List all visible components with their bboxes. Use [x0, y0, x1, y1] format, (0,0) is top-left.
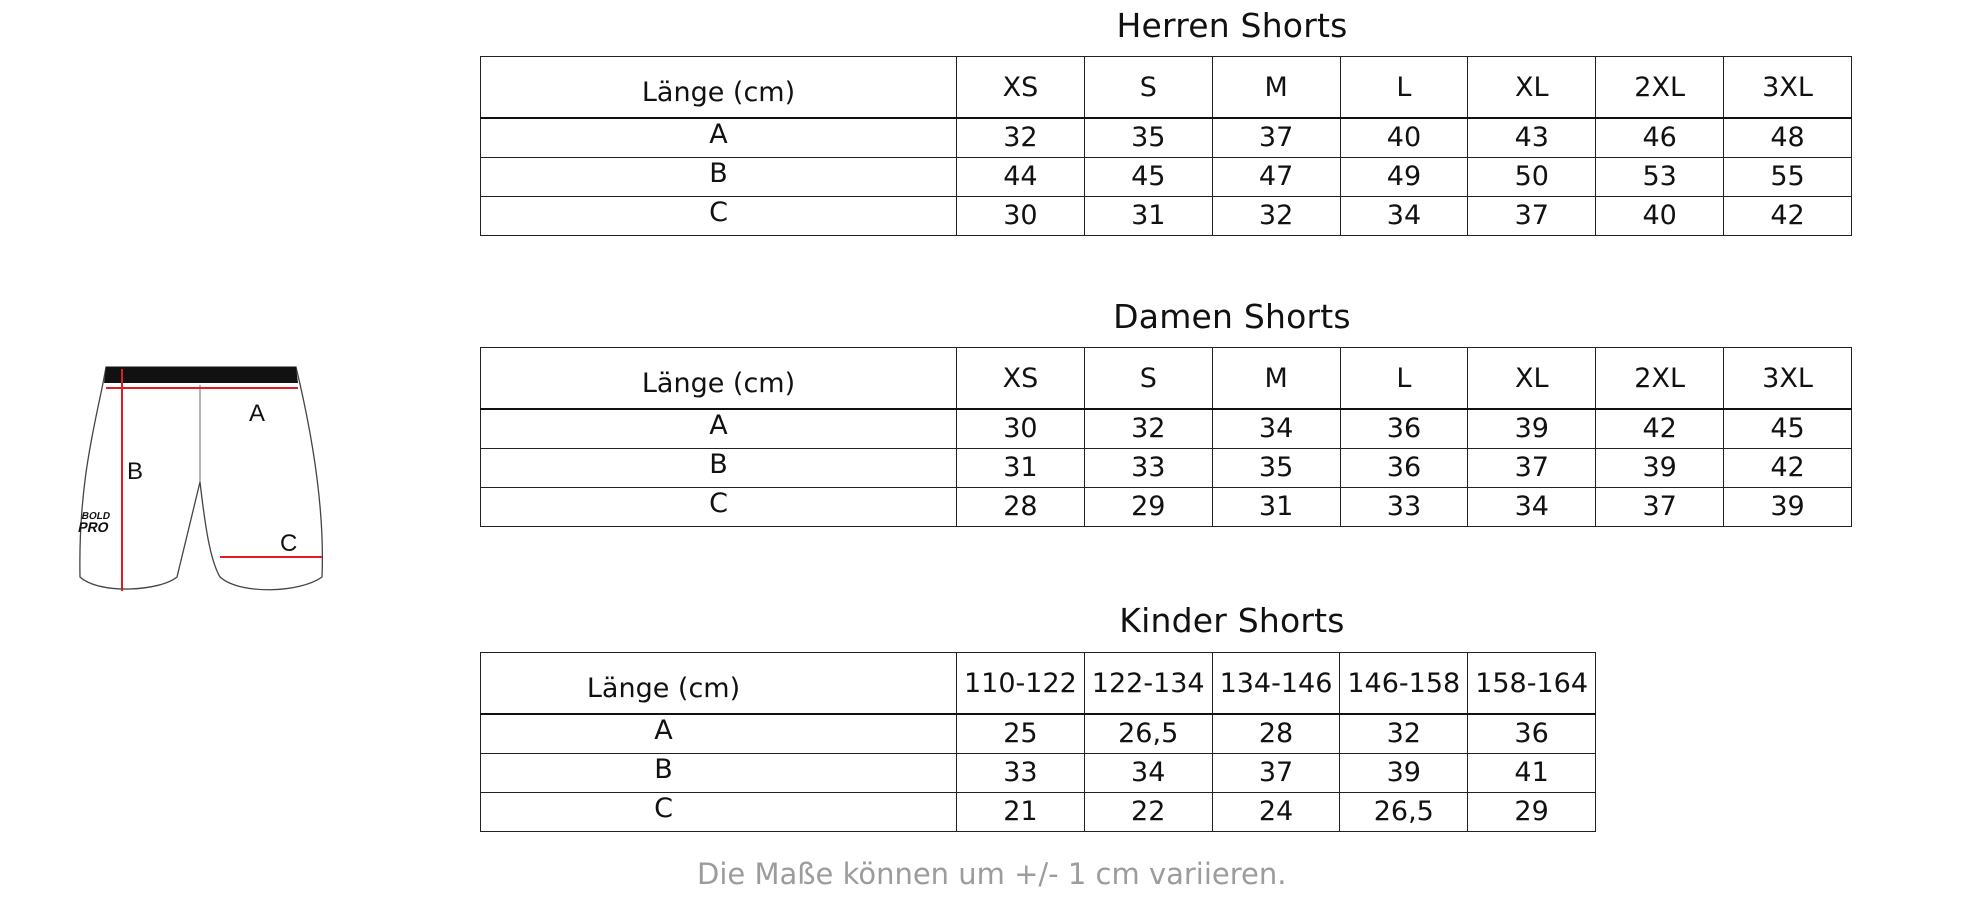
table-cell: 42 [1724, 197, 1852, 236]
table-cell: 46 [1596, 118, 1724, 158]
brand-logo [77, 511, 112, 535]
table-cell: 34 [1468, 488, 1596, 527]
shorts-illustration [70, 355, 370, 605]
row-label: C [481, 793, 957, 832]
table-cell: 47 [1212, 158, 1340, 197]
size-header: S [1084, 57, 1212, 119]
table-cell: 39 [1468, 409, 1596, 449]
table-cell: 53 [1596, 158, 1724, 197]
table-row [481, 488, 1852, 527]
table-cell: 37 [1212, 118, 1340, 158]
table-cell: 50 [1468, 158, 1596, 197]
table-cell: 39 [1724, 488, 1852, 527]
damen-size-table [480, 347, 1852, 527]
table-row [481, 449, 1852, 488]
label-c: C [280, 530, 298, 557]
table-cell: 42 [1724, 449, 1852, 488]
size-header: 2XL [1596, 348, 1724, 410]
table-row [481, 118, 1852, 158]
table-cell: 21 [957, 793, 1085, 832]
table-cell: 35 [1084, 118, 1212, 158]
table-cell: 45 [1084, 158, 1212, 197]
row-label: C [481, 488, 957, 527]
table-cell: 34 [1084, 754, 1212, 793]
waistband [104, 367, 298, 383]
table-cell: 33 [1340, 488, 1468, 527]
table-row [481, 158, 1852, 197]
size-header: 146-158 [1340, 653, 1468, 715]
table-cell: 36 [1468, 714, 1596, 754]
size-header: 158-164 [1468, 653, 1596, 715]
table-cell: 34 [1212, 409, 1340, 449]
table-cell: 33 [1084, 449, 1212, 488]
size-header: 3XL [1724, 57, 1852, 119]
size-header: S [1084, 348, 1212, 410]
table-cell: 32 [1084, 409, 1212, 449]
table-cell: 28 [957, 488, 1085, 527]
row-label: A [481, 118, 957, 158]
table-row [481, 793, 1596, 832]
table-cell: 40 [1596, 197, 1724, 236]
table-cell: 48 [1724, 118, 1852, 158]
table-cell: 24 [1212, 793, 1340, 832]
row-label: C [481, 197, 957, 236]
table-cell: 32 [1212, 197, 1340, 236]
damen-title: Damen Shorts [1113, 297, 1351, 336]
table-row [481, 409, 1852, 449]
size-header: 122-134 [1084, 653, 1212, 715]
table-cell: 25 [957, 714, 1085, 754]
shorts-measurement-diagram [70, 355, 370, 605]
table-cell: 44 [957, 158, 1085, 197]
table-cell: 33 [957, 754, 1085, 793]
label-a: A [249, 400, 266, 427]
table-cell: 39 [1596, 449, 1724, 488]
size-header: L [1340, 348, 1468, 410]
logo-line-2: PRO [76, 519, 111, 535]
table-cell: 31 [957, 449, 1085, 488]
size-header: L [1340, 57, 1468, 119]
header-label: Länge (cm) [481, 348, 957, 410]
table-cell: 40 [1340, 118, 1468, 158]
table-cell: 41 [1468, 754, 1596, 793]
table-cell: 37 [1468, 449, 1596, 488]
table-cell: 37 [1596, 488, 1724, 527]
table-cell: 35 [1212, 449, 1340, 488]
size-header: XS [957, 348, 1085, 410]
table-cell: 30 [957, 409, 1085, 449]
row-label: B [481, 449, 957, 488]
logo-line-1: BOLD [80, 511, 112, 522]
table-cell: 26,5 [1340, 793, 1468, 832]
row-label: B [481, 754, 957, 793]
table-cell: 28 [1212, 714, 1340, 754]
header-label: Länge (cm) [481, 57, 957, 119]
table-row [481, 197, 1852, 236]
size-header: XL [1468, 57, 1596, 119]
table-cell: 32 [1340, 714, 1468, 754]
table-cell: 36 [1340, 409, 1468, 449]
table-cell: 26,5 [1084, 714, 1212, 754]
table-cell: 43 [1468, 118, 1596, 158]
table-cell: 49 [1340, 158, 1468, 197]
table-cell: 55 [1724, 158, 1852, 197]
kinder-size-table [480, 652, 1596, 832]
size-header: M [1212, 348, 1340, 410]
table-row [481, 754, 1596, 793]
table-header-row [481, 653, 1596, 715]
kinder-title: Kinder Shorts [1119, 601, 1345, 640]
table-header-row [481, 348, 1852, 410]
size-header: M [1212, 57, 1340, 119]
table-cell: 29 [1084, 488, 1212, 527]
size-header: XS [957, 57, 1085, 119]
table-cell: 31 [1084, 197, 1212, 236]
header-label: Länge (cm) [481, 653, 957, 715]
table-cell: 37 [1468, 197, 1596, 236]
herren-size-table [480, 56, 1852, 236]
table-cell: 37 [1212, 754, 1340, 793]
footer-note: Die Maße können um +/- 1 cm variieren. [697, 857, 1287, 891]
size-header: XL [1468, 348, 1596, 410]
table-row [481, 714, 1596, 754]
size-header: 134-146 [1212, 653, 1340, 715]
size-header: 2XL [1596, 57, 1724, 119]
herren-title: Herren Shorts [1116, 6, 1348, 45]
row-label: A [481, 714, 957, 754]
table-cell: 29 [1468, 793, 1596, 832]
table-cell: 32 [957, 118, 1085, 158]
table-cell: 22 [1084, 793, 1212, 832]
table-cell: 30 [957, 197, 1085, 236]
table-cell: 36 [1340, 449, 1468, 488]
table-cell: 39 [1340, 754, 1468, 793]
table-cell: 42 [1596, 409, 1724, 449]
table-cell: 34 [1340, 197, 1468, 236]
table-cell: 31 [1212, 488, 1340, 527]
size-header: 3XL [1724, 348, 1852, 410]
label-b: B [127, 458, 144, 485]
row-label: B [481, 158, 957, 197]
table-header-row [481, 57, 1852, 119]
size-header: 110-122 [957, 653, 1085, 715]
table-cell: 45 [1724, 409, 1852, 449]
row-label: A [481, 409, 957, 449]
